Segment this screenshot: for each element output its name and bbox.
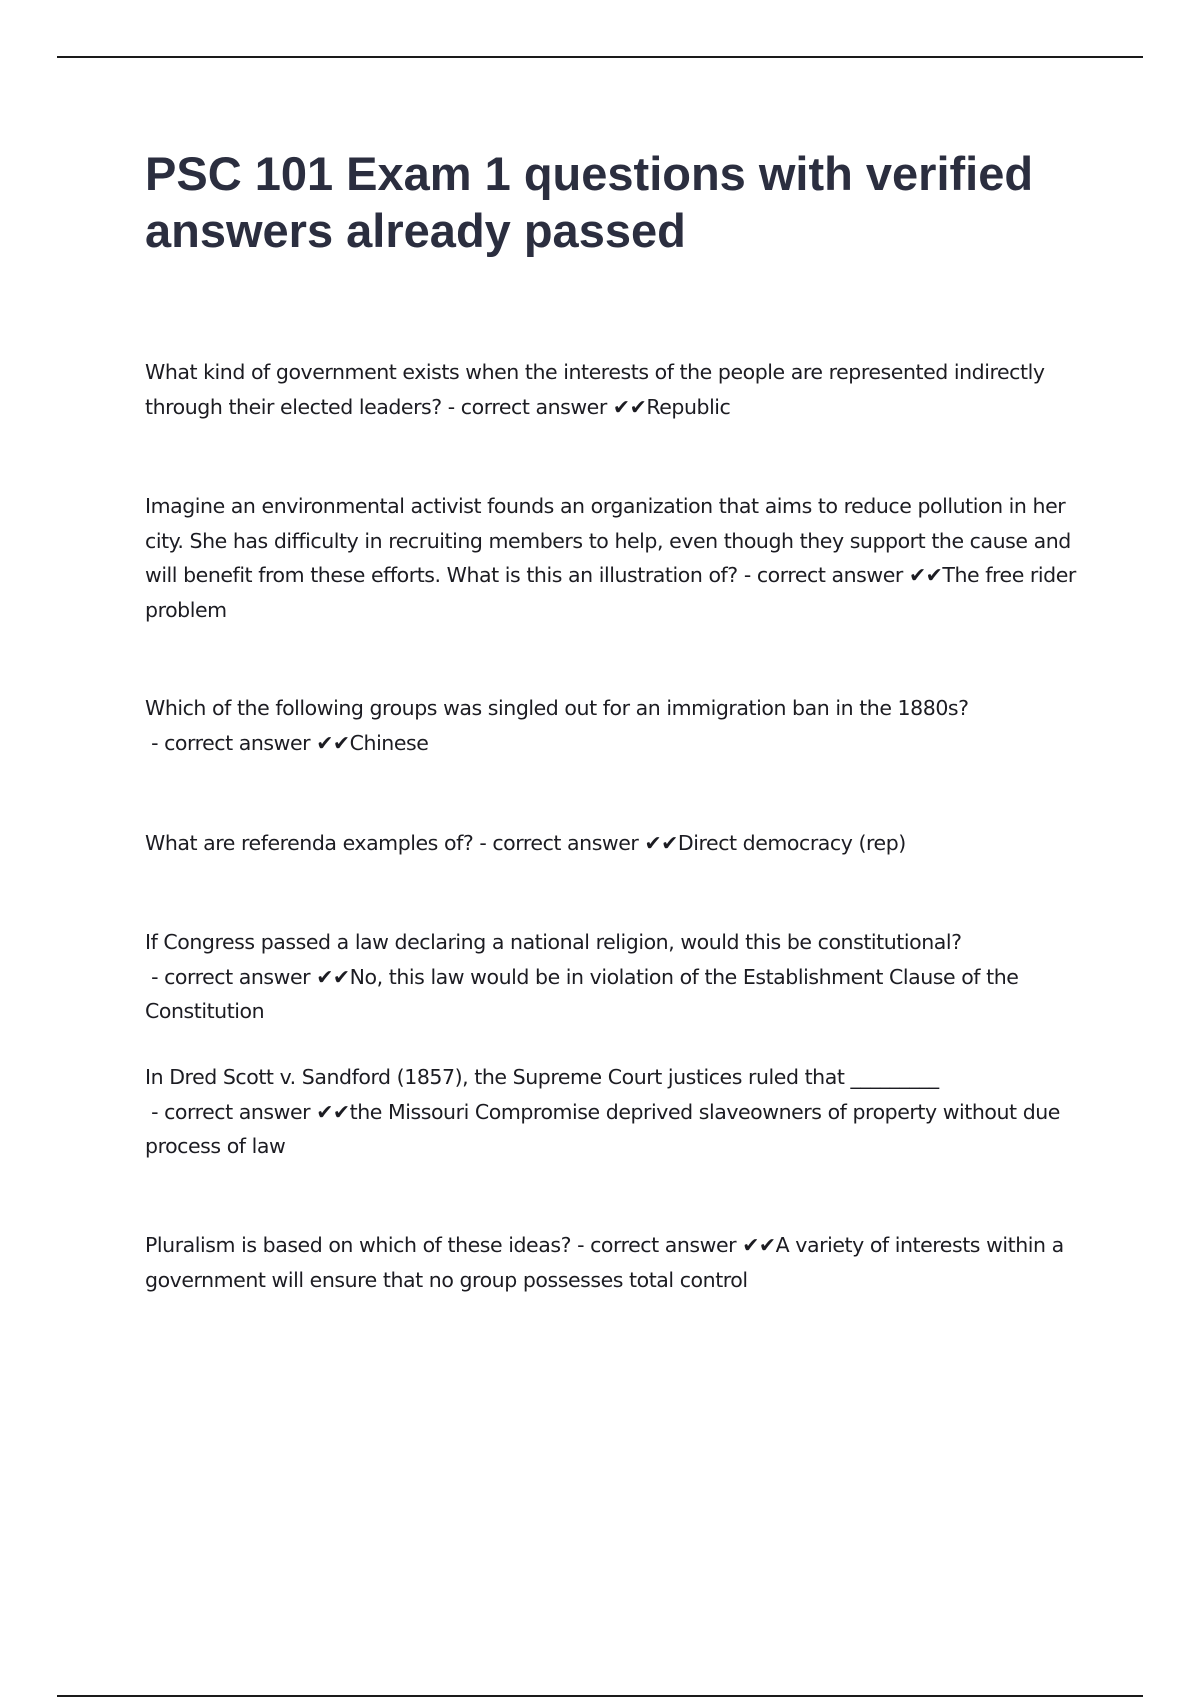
question-text: Imagine an environmental activist founds an organization that aims to reduce pollution in her city. She has difficulty in recruiting members to help, even though they support the cause and will benefit from these efforts. What is this an illustration of? [145,494,1071,587]
qa-item [145,489,1090,627]
qa-item [145,925,1090,1029]
question-text: Pluralism is based on which of these ideas? [145,1233,571,1257]
qa-item [145,1060,1090,1164]
check-mark-icon: ✔✔ [612,394,647,419]
answer-separator: - correct answer [473,831,645,855]
qa-item [145,355,1090,424]
document-title: PSC 101 Exam 1 questions with verified answers already passed [145,147,1034,257]
check-mark-icon: ✔✔ [908,563,943,587]
answer-separator: - correct answer [737,563,909,587]
question-text: What are referenda examples of? [145,831,474,855]
answer-separator: - correct answer [145,964,317,989]
question-text: If Congress passed a law declaring a national religion, would this be constitutional? [145,930,962,954]
question-text: Which of the following groups was singled out for an immigration ban in the 1880s? [145,696,969,720]
answer-text: Republic [646,394,731,419]
qa-item [145,1228,1090,1297]
answer-separator: - correct answer [145,1099,317,1124]
answer-separator: - correct answer [145,730,317,755]
check-mark-icon: ✔✔ [644,831,678,855]
top-rule [57,56,1143,58]
qa-item [145,691,1090,760]
answer-text: Chinese [349,730,429,755]
answer-separator: - correct answer [571,1233,743,1257]
answer-text: the Missouri Compromise deprived slaveowners of property without due process of law [145,1099,1060,1158]
qa-item [145,826,1090,861]
check-mark-icon: ✔✔ [316,1099,350,1124]
check-mark-icon: ✔✔ [742,1233,776,1257]
answer-separator: - correct answer [441,394,613,419]
question-text: What kind of government exists when the interests of the people are represented indirectly through their elected leaders? [145,360,1045,419]
question-text: In Dred Scott v. Sandford (1857), the Supreme Court justices ruled that _________ [145,1065,939,1089]
check-mark-icon: ✔✔ [316,964,350,989]
answer-text: A variety of interests within a government will ensure that no group possesses total control [145,1233,1064,1292]
answer-text: No, this law would be in violation of the Establishment Clause of the Constitution [145,964,1019,1023]
answer-text: Direct democracy (rep) [677,831,906,855]
check-mark-icon: ✔✔ [316,730,350,755]
bottom-rule [57,1695,1143,1697]
answer-text: The free rider problem [145,563,1076,622]
